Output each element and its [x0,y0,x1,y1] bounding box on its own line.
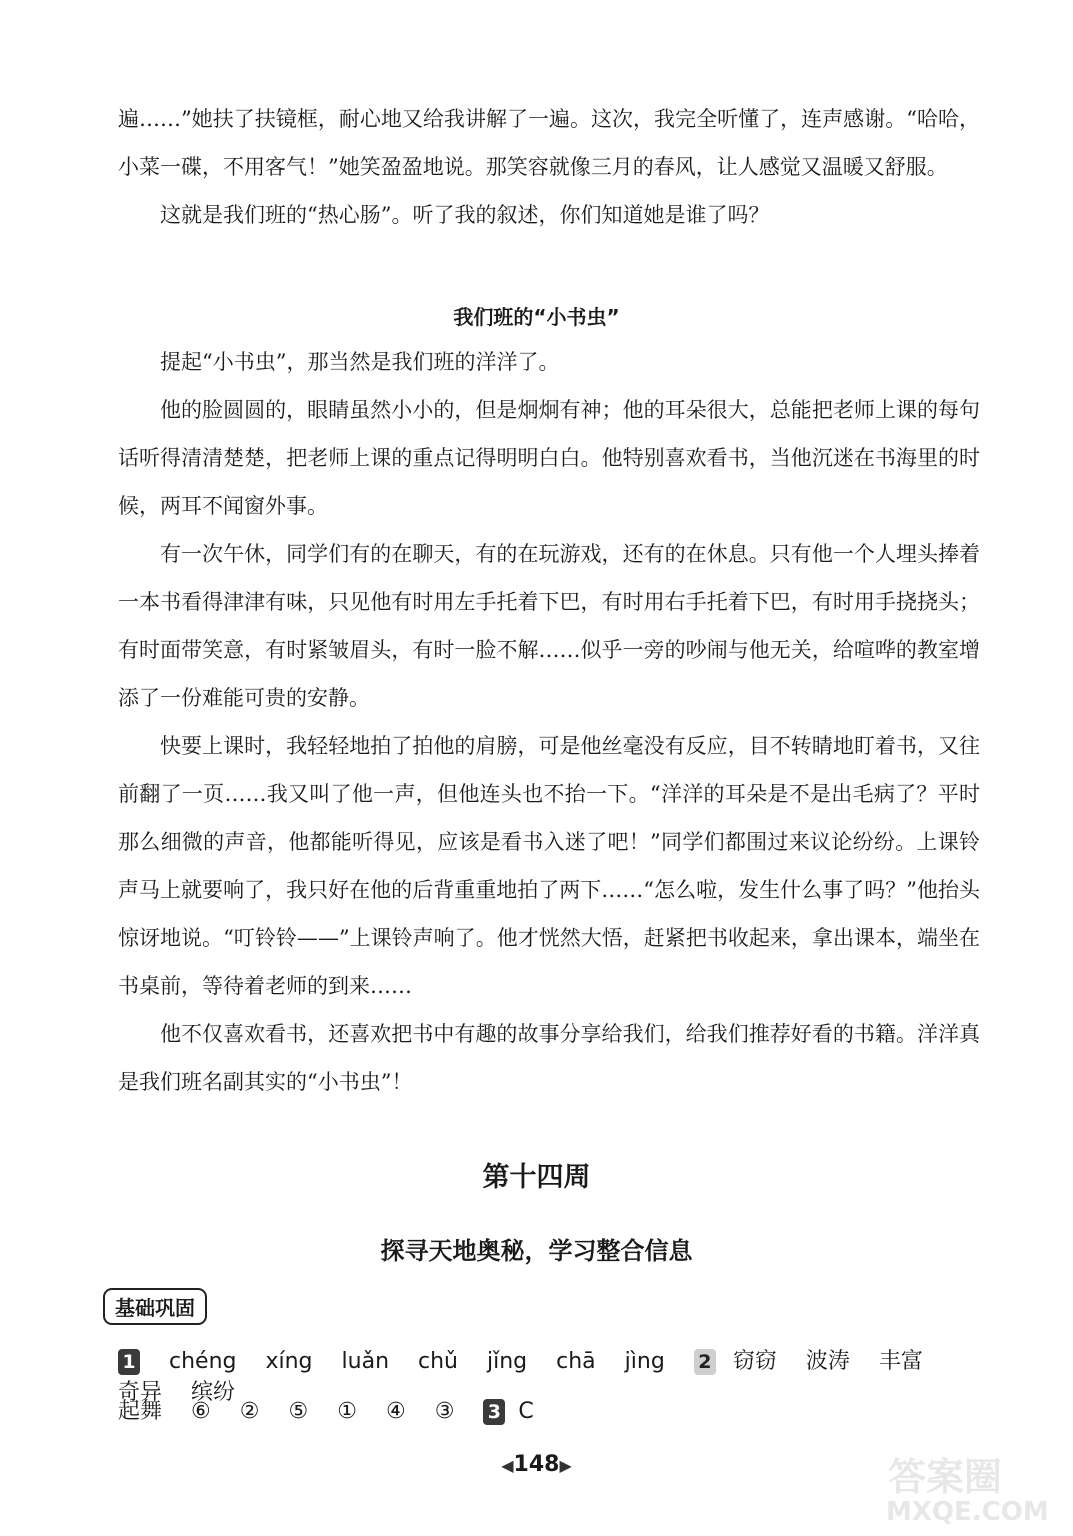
unit-title: 探寻天地奥秘，学习整合信息 [380,1237,693,1265]
week-title: 第十四周 [482,1162,591,1193]
choice-answer: C [518,1399,534,1424]
right-arrow-icon: ▶ [559,1456,572,1475]
paragraph: 快要上课时，我轻轻地拍了拍他的肩膀，可是他丝毫没有反应，目不转睛地盯着书，又往前翻了一页……我又叫了他一声，但他连头也不抬一下。“洋洋的耳朵是不是出毛病了？平时那么细微的声音，他都能听得见，应该是看书入迷了吧！”同学们都围过来议论纷纷。上课铃声马上就要响了，我只好在他的后背重重地拍了两下……“怎么啦，发生什么事了吗？”他抬头惊讶地说。“叮铃铃——”上课铃声响了。他才恍然大悟，赶紧把书收起来，拿出课本，端坐在书桌前，等待着老师的到来…… [118,734,980,998]
pinyin-answer: chǔ [418,1349,458,1374]
top-paragraphs [118,95,980,239]
order-answer: ⑥ [191,1399,211,1424]
pinyin-answer: chéng [169,1349,237,1374]
paragraph: 遍……”她扶了扶镜框，耐心地又给我讲解了一遍。这次，我完全听懂了，连声感谢。“哈哈，小菜一碟，不用客气！”她笑盈盈地说。那笑容就像三月的春风，让人感觉又温暖又舒服。 [118,107,980,179]
paragraph: 这就是我们班的“热心肠”。听了我的叙述，你们知道她是谁了吗？ [160,203,770,227]
essay-title: 我们班的“小书虫” [453,305,620,329]
word-answer: 窃窃 [732,1349,777,1374]
watermark-text: 答案圈 [888,1455,1003,1499]
left-arrow-icon: ◀ [501,1456,514,1475]
paragraph: 他的脸圆圆的，眼睛虽然小小的，但是炯炯有神；他的耳朵很大，总能把老师上课的每句话听得清清楚楚，把老师上课的重点记得明明白白。他特别喜欢看书，当他沉迷在书海里的时候，两耳不闻窗外事。 [118,398,980,518]
order-answer: ⑤ [288,1399,309,1424]
question-number: 1 [118,1349,140,1375]
essay-body [118,338,980,1106]
page-number-text: 148 [513,1452,560,1477]
order-answer: ③ [434,1399,455,1424]
watermark-url: MXQE.COM [886,1497,1049,1524]
pinyin-answer: jìng [624,1349,665,1374]
question-number: 3 [483,1399,505,1425]
word-answer: 波涛 [805,1349,850,1374]
pinyin-answer: jǐng [487,1349,528,1374]
paragraph: 有一次午休，同学们有的在聊天，有的在玩游戏，还有的在休息。只有他一个人埋头捧着一本书看得津津有味，只见他有时用左手托着下巴，有时用右手托着下巴，有时用手挠挠头；有时面带笑意，有时紧皱眉头，有时一脸不解……似乎一旁的吵闹与他无关，给喧哗的教室增添了一份难能可贵的安静。 [118,542,980,710]
word-answer: 起舞 [118,1399,163,1424]
question-number: 2 [694,1349,716,1375]
answer-line-2 [118,1394,998,1425]
paragraph: 提起“小书虫”，那当然是我们班的洋洋了。 [160,350,560,374]
watermark-logo-icon [880,1444,1055,1524]
section-badge: 基础巩固 [103,1288,207,1325]
word-answer: 缤纷 [191,1380,236,1405]
word-answer: 奇异 [118,1380,163,1405]
watermark [880,1444,1055,1524]
word-answer: 丰富 [878,1349,923,1374]
order-answer: ④ [385,1399,406,1424]
pinyin-answer: chā [556,1349,596,1374]
paragraph: 他不仅喜欢看书，还喜欢把书中有趣的故事分享给我们，给我们推荐好看的书籍。洋洋真是我们班名副其实的“小书虫”！ [118,1022,980,1094]
order-answer: ② [239,1399,260,1424]
order-answer: ① [337,1399,357,1424]
pinyin-answer: xíng [265,1349,313,1374]
pinyin-answer: luǎn [341,1349,390,1374]
